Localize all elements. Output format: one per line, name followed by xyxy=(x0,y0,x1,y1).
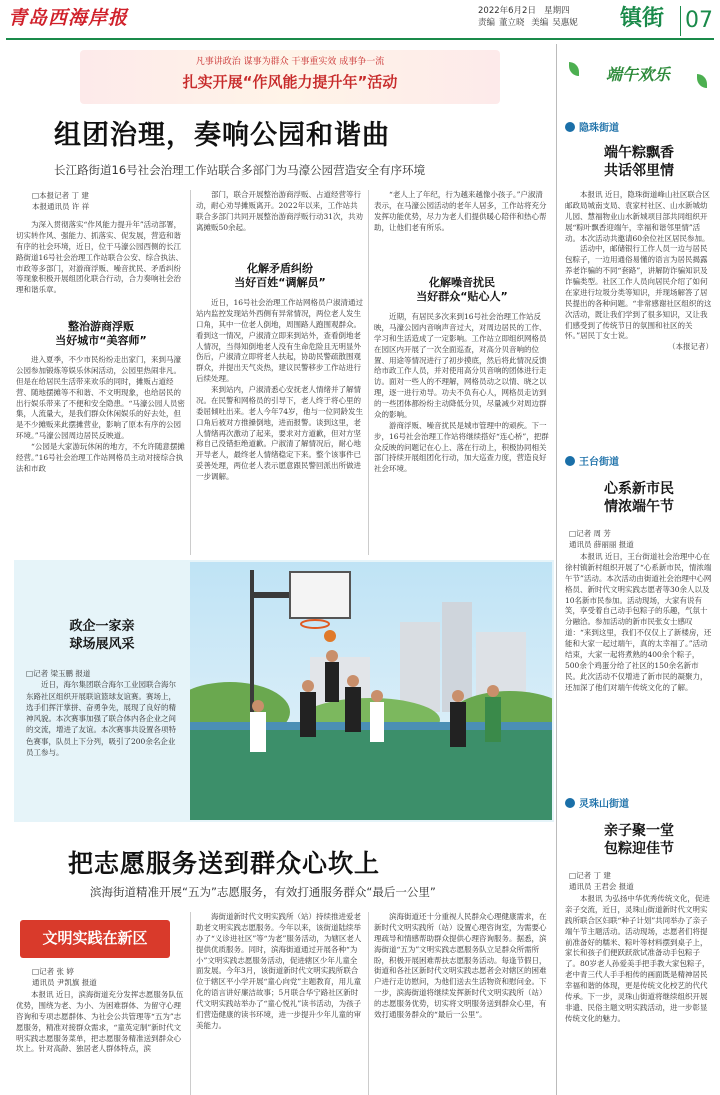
campaign-banner xyxy=(80,50,500,104)
story-paragraph: 本报讯 近日，隐珠街道峰山社区联合区邮政局城南支局、袁家村社区、山水新城幼儿园、慧福物业山水新城项目部共同组织开展“粽叶飘香迎端午，幸福和谐邻里情”活动。本次活动共邀请60余位社区居民参加。 xyxy=(565,190,710,243)
main-col3-bottom xyxy=(374,312,550,555)
main-col2-top xyxy=(196,190,364,248)
story-body-lingzhushan: 本报讯 为弘扬中华优秀传统文化，促进亲子交流，近日，灵珠山街道新时代文明实践所联合区妇联“种子计划”共同举办了亲子端午节主题活动。活动现场，志愿者们将提前准备好的糯米、粽叶等材料摆到桌子上，家长和孩子们便跃跃欲试准备动手包粽子了。80岁老人孙爱美手把手教大家包粽子，老中青三代人手手相传的画面既是精神居民幸福和谐的体现，更是传统文化校艺的代代传承。下一步，灵珠山街道将继续组织开展非遗、民俗主题文明实践活动，进一步彰显传统文化的魅力。 xyxy=(565,894,710,1023)
main-paragraph: 近期，有居民多次来到16号社会治理工作站反映，马濠公园内音响声音过大，对周边居民的工作、学习和生活造成了一定影响。工作站立即组织网格员在园区内开展了一次全面巡查，对高分贝音响的位置、用途等情况进行了初步摸底，然后将此情况反馈给市政工作人员，并对使用高分贝音响的团体进行走访。面对一些人的不理解，网格员动之以情、晓之以理，逐一进行劝导。功夫不负有心人，网格员走访到的一些团体都纷纷主动降低分贝，尽量减少对周边群众的影响。 xyxy=(374,312,547,419)
main-paragraph: 部门，联合开展整治游商浮贩、占道经营等行动，耐心劝导摊贩离开。2022年以来，工作站共联合多部门共同开展整治游商浮贩行动31次，共劝离摊贩50余起。 xyxy=(196,190,364,232)
story-title-wangtai: 心系新市民 情浓端午节 xyxy=(604,481,674,516)
main-col2-subheading: 化解矛盾纠纷 当好百姓“调解员” xyxy=(234,262,326,290)
second-paragraph: 海街道新时代文明实践所（站）持续推进爱老助老文明实践志愿服务。今年以来，该街道陆续举办了“义诊进社区”等“为老”服务活动，为辖区老人提供优质服务。同时，滨海街道通过开展各种“为小”文明实践志愿服务活动，促进辖区少年儿童全面发展。今年3月，该街道新时代文明实践所联合位于辖区平小学开展“童心向党”主题教育，用儿童化的语言讲好廉洁故事；5月联合华宁路社区新时代文明实践站举办了“童心悦礼”读书活动，为孩子们营造健康的读书环境，进一步提升少年儿童的审美能力。 xyxy=(196,912,362,1030)
street-label-wangtai: 王台街道 xyxy=(565,456,619,470)
main-paragraph: “老人上了年纪，行为越来越像小孩子。”户淑清表示，在马濠公园活动的老年人居多，工作站将充分发挥功能优势，尽力为老人们提供暖心陪伴和热心帮助，让他们老有所乐。 xyxy=(374,190,547,232)
main-col1-bottom xyxy=(16,355,186,555)
main-paragraph: 近日，16号社会治理工作站网格员户淑清通过站内监控发现站外西侧有异常情况，两位老人发生口角，其中一位老人倒地，周围路人跑围观群众。看到这一情况，户淑清立即来到站外，查看倒地老人情况，当得知倒地老人没有生命危险且无明显外伤后，户淑清立即将老人扶起，协助民警疏散围观群众，并提出天气炎热，建议民警移步工作站进行后续处理。 xyxy=(196,298,364,384)
basketball-photo xyxy=(190,562,552,820)
right-column xyxy=(556,44,720,1095)
issue-weekday: 星期四 xyxy=(544,6,570,16)
second-col2 xyxy=(196,912,364,1095)
page-number: 07 xyxy=(680,6,713,36)
editor-name: 董立晓 xyxy=(499,17,525,28)
street-label-yinzhu: 隐珠街道 xyxy=(565,122,619,136)
story-title-yinzhu: 端午粽飘香 共话邻里情 xyxy=(604,145,674,180)
issue-date: 2022年6月2日 xyxy=(478,6,536,16)
story-paragraph: 活动中，邮储银行工作人员一边与居民包粽子，一边用通俗易懂的语言为居民揭露养老诈骗的不同“套路”，讲解防诈骗知识及诈骗类型。社区工作人员向居民介绍了如何在家进行垃圾分类等知识，并现场解答了居民提出的各种问题。“非常感谢社区组织的这次活动，既让我们学到了很多知识，又让我们感受到了传统节日的氛围和社区的关怀。”居民丁女士说。 xyxy=(565,244,712,341)
second-paragraph: 本报讯 近日，滨海街道充分发挥志愿服务队伍优势，围绕为老、为小、为困难群体、为留守心理咨询和专项志愿群体、为社会公共管理等“五为”志愿服务，精准对接群众需求，“童英定制”新时代文明实践志愿服务菜单，把志愿服务精准送到群众心坎上。针对高龄、独居老人群体特点，滨 xyxy=(16,990,184,1054)
main-paragraph: 为深入贯彻落实“作风能力提升年”活动部署，切实转作风、强能力、抓落实、促发展，营造和谐有序的社会环境，近日，位于马濠公园西侧的长江路街道16号社会治理工作站联合公安、综合执法、市政等多部门，对游商浮贩、噪音扰民、矛盾纠纷等现象积极开展组团化联合行动，合力奏响社会治理和谐乐章。 xyxy=(16,220,184,295)
location-pin-icon xyxy=(565,456,575,466)
second-col1 xyxy=(16,990,186,1095)
story-byline-wangtai: □记者 周 芳 通讯员 薛丽丽 报道 xyxy=(569,529,634,550)
civilization-tagline: 文明实践在新区 xyxy=(20,920,170,958)
basketball-photo-illustration xyxy=(190,562,552,820)
main-col3-top xyxy=(374,190,550,260)
main-col1-subheading: 整治游商浮贩 当好城市“美容师” xyxy=(55,320,147,348)
column-rule xyxy=(368,190,369,555)
story-signoff: （本报记者） xyxy=(668,342,713,352)
designer-name: 吴惠妮 xyxy=(552,17,578,28)
photo-news-text: 近日，海尔集团联合海尔工业园联合海尔东路社区组织开展联谊篮球友谊赛。赛场上，选手们挥汗掌拼、奋勇争先，展现了良好的精神风貌。本次赛事加强了联合体内各企业之间的交流，增进了友谊。本次赛事共设置各项特色赛事，队员上下分列，吸引了200余名企业员工参与。 xyxy=(26,680,176,757)
section-name: 镇街 xyxy=(620,6,665,31)
photo-news-title: 政企一家亲 球场展风采 xyxy=(69,619,135,652)
main-paragraph: 进入夏季，不少市民纷纷走出家门，来到马濠公园参加锻炼等娱乐休闲活动，公园里热闹非凡。但是在给居民生活带来欢乐的同时，摊贩占道经营、随地摆摊等不和谐、不文明现象，也给居民的出行娱乐带来了不便和安全隐患。“马濠公园人员密集，人流量大，是我们群众休闲娱乐的好去处，但是不少摊贩来此摆摊营业，影响了原本有序的公园环境。”马濠公园周边居民反映道。 xyxy=(16,355,185,441)
location-pin-icon xyxy=(565,798,575,808)
main-col3-subheading: 化解噪音扰民 当好群众“贴心人” xyxy=(416,276,508,304)
story-body-yinzhu xyxy=(565,190,713,500)
location-pin-icon xyxy=(565,122,575,132)
editor-label: 责编 xyxy=(478,17,496,28)
issue-meta xyxy=(478,6,582,30)
main-byline-correspondent: 本报通讯员 许 祥 xyxy=(32,202,90,212)
banner-slogan: 凡事讲政治 谋事为群众 干事重实效 成事争一流 xyxy=(195,57,385,67)
column-rule xyxy=(190,912,191,1095)
column-rule xyxy=(368,912,369,1095)
designer-label: 美编 xyxy=(531,17,549,28)
story-body-wangtai: 本报讯 近日，王台街道社会治理中心在徐村镇新村组织开展了“心系新市民，情浓端午节”活动。本次活动由街道社会治理中心网格员、新时代文明实践志愿者等30余人以及10名新市民参加。活动现场，大家有说有笑，享受着自己动手包粽子的乐趣，气氛十分融洽。参加活动的新市民张女士感叹道：“来到这里，我们不仅仅上了新楼房，还能和大家一起过端午，真的太幸福了。”活动结束，大家一起将煮熟的400余个粽子，500余个鸡蛋分给了社区的150余名新市民。此次活动不仅增进了新市民的凝聚力，还加深了他们对端午传统文化的了解。 xyxy=(565,552,712,692)
right-column-banner: 端午欢乐 xyxy=(605,65,670,84)
newspaper-logo: 青岛西海岸报 xyxy=(8,7,129,29)
second-paragraph: 滨海街道还十分重视人民群众心理健康需求，在新时代文明实践所（站）设置心理咨询室，为需要心理疏导和情感帮助群众提供心理咨询服务。据悉，滨海街道“五为”文明实践志愿服务队立足群众所需所盼，积极开展困难帮扶志愿服务活动。每逢节假日，街道和各社区新时代文明实践志愿者会对辖区的困难户进行走访慰问，为他们送去生活物资和慰问金。下一步，滨海街道将继续发挥新时代文明实践所（站）的志愿服务优势，切实将文明服务送到群众心里，有效打通服务群众的“最后一公里”。 xyxy=(374,912,547,1019)
masthead-rule xyxy=(6,38,714,40)
main-subhead: 长江路街道16号社会治理工作站联合多部门为马濠公园营造安全有序环境 xyxy=(54,163,426,177)
photo-news-caption xyxy=(26,668,176,758)
second-col3 xyxy=(374,912,550,1095)
main-paragraph: 游商浮贩、噪音扰民是城市管理中的顽疾。下一步，16号社会治理工作站将继续搭好“连心桥”，把群众反映的问题记在心上、落在行动上，积极协同相关部门持续开展组团化行动，加大巡查力度，营造良好社会环境。 xyxy=(374,420,549,474)
story-title-lingzhushan: 亲子聚一堂 包粽迎佳节 xyxy=(604,823,674,858)
main-col2-bottom xyxy=(196,298,364,555)
street-label-lingzhushan: 灵珠山街道 xyxy=(565,798,629,812)
second-byline-reporter: □记者 张 婷 xyxy=(32,967,74,976)
main-headline: 组团治理，奏响公园和谐曲 xyxy=(54,120,390,151)
main-paragraph: “公园是大家游玩休闲的地方，不允许随意摆摊经营。”16号社会治理工作站网格员主动对接综合执法和市政 xyxy=(16,442,185,473)
main-byline-reporter: □本报记者 丁 建 xyxy=(32,191,89,200)
main-col1-top xyxy=(16,220,186,318)
banner-campaign: 扎实开展“作风能力提升年”活动 xyxy=(182,73,398,91)
masthead xyxy=(0,0,720,44)
main-byline xyxy=(32,190,89,213)
photo-news-byline: □记者 梁玉鹏 报道 xyxy=(26,669,91,678)
second-headline: 把志愿服务送到群众心坎上 xyxy=(68,849,381,878)
second-byline-correspondent: 通讯员 尹凯旗 报道 xyxy=(32,978,97,988)
second-byline xyxy=(32,966,97,989)
story-byline-lingzhushan: □记者 丁 建 通讯员 王君会 报道 xyxy=(569,871,634,892)
column-rule xyxy=(190,190,191,555)
second-subhead: 滨海街道精准开展“五为”志愿服务，有效打通服务群众“最后一公里” xyxy=(90,885,436,899)
main-paragraph: 来到站内，户淑清悉心安抚老人情绪并了解情况。在民警和网格员的引导下，老人终于将心里的委屈倾吐出来。老人今年74岁，他与一位同龄发生口角后被对方推搡倒地，进而报警。谈到这里，老人情绪再次激动了起来，要求对方道歉，但对方坚称自己没错拒绝道歉。户淑清了解情况后，耐心地开导老人，最终老人情绪稳定下来。整个该事件已妥善处理，两位老人表示愿意跟民警回派出所做进一步调解。 xyxy=(196,385,364,481)
